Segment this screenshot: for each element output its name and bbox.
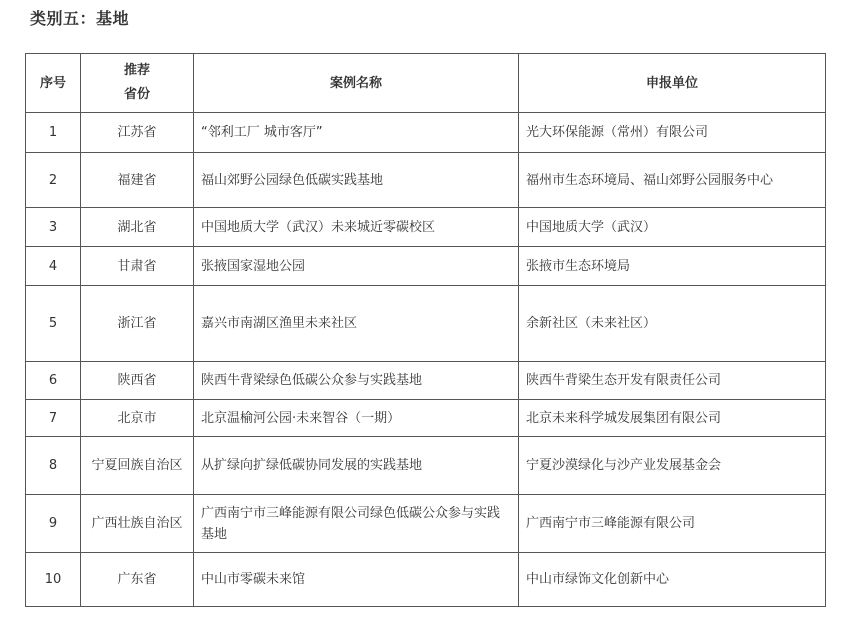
cell-unit: 陕西牛背梁生态开发有限责任公司 xyxy=(519,362,826,400)
table-row xyxy=(26,553,826,607)
header-case-name: 案例名称 xyxy=(194,54,519,113)
cell-case-name: 中国地质大学（武汉）未来城近零碳校区 xyxy=(194,208,519,247)
cell-province: 宁夏回族自治区 xyxy=(81,437,194,495)
cell-case-name: “邻利工厂 城市客厅” xyxy=(194,113,519,153)
cell-case-name: 嘉兴市南湖区渔里未来社区 xyxy=(194,286,519,362)
cell-province: 福建省 xyxy=(81,153,194,208)
cell-province: 北京市 xyxy=(81,400,194,437)
cell-unit: 张掖市生态环境局 xyxy=(519,247,826,286)
header-unit: 申报单位 xyxy=(519,54,826,113)
cell-unit: 余新社区（未来社区） xyxy=(519,286,826,362)
cell-index: 7 xyxy=(26,400,81,437)
cell-index: 8 xyxy=(26,437,81,495)
cell-index: 4 xyxy=(26,247,81,286)
cases-table xyxy=(25,53,826,607)
cell-case-name: 北京温榆河公园·未来智谷（一期） xyxy=(194,400,519,437)
cell-unit: 中国地质大学（武汉） xyxy=(519,208,826,247)
cell-unit: 福州市生态环境局、福山郊野公园服务中心 xyxy=(519,153,826,208)
cell-case-name: 中山市零碳未来馆 xyxy=(194,553,519,607)
header-province-line2: 省份 xyxy=(123,87,150,102)
cell-province: 湖北省 xyxy=(81,208,194,247)
cell-province: 陕西省 xyxy=(81,362,194,400)
cell-unit: 广西南宁市三峰能源有限公司 xyxy=(519,495,826,553)
cell-province: 江苏省 xyxy=(81,113,194,153)
cell-case-name: 陕西牛背梁绿色低碳公众参与实践基地 xyxy=(194,362,519,400)
cell-case-name: 福山郊野公园绿色低碳实践基地 xyxy=(194,153,519,208)
cell-index: 2 xyxy=(26,153,81,208)
table-row xyxy=(26,208,826,247)
cell-unit: 北京未来科学城发展集团有限公司 xyxy=(519,400,826,437)
cell-province: 甘肃省 xyxy=(81,247,194,286)
table-row xyxy=(26,437,826,495)
header-province xyxy=(81,54,194,113)
table-row xyxy=(26,362,826,400)
cell-province: 广西壮族自治区 xyxy=(81,495,194,553)
cell-index: 10 xyxy=(26,553,81,607)
table-row xyxy=(26,153,826,208)
cell-unit: 光大环保能源（常州）有限公司 xyxy=(519,113,826,153)
cell-index: 9 xyxy=(26,495,81,553)
table-row xyxy=(26,400,826,437)
cell-case-name: 张掖国家湿地公园 xyxy=(194,247,519,286)
table-row xyxy=(26,495,826,553)
cell-index: 6 xyxy=(26,362,81,400)
table-row xyxy=(26,247,826,286)
cell-index: 5 xyxy=(26,286,81,362)
table-header-row xyxy=(26,54,826,113)
table-row xyxy=(26,286,826,362)
cell-unit: 中山市绿饰文化创新中心 xyxy=(519,553,826,607)
cell-province: 广东省 xyxy=(81,553,194,607)
section-heading: 类别五：基地 xyxy=(30,9,130,28)
header-province-line1: 推荐 xyxy=(123,63,150,78)
cell-unit: 宁夏沙漠绿化与沙产业发展基金会 xyxy=(519,437,826,495)
cell-province: 浙江省 xyxy=(81,286,194,362)
cell-index: 1 xyxy=(26,113,81,153)
header-index: 序号 xyxy=(26,54,81,113)
cell-index: 3 xyxy=(26,208,81,247)
table-row xyxy=(26,113,826,153)
cell-case-name: 广西南宁市三峰能源有限公司绿色低碳公众参与实践基地 xyxy=(194,495,519,553)
cell-case-name: 从扩绿向扩绿低碳协同发展的实践基地 xyxy=(194,437,519,495)
